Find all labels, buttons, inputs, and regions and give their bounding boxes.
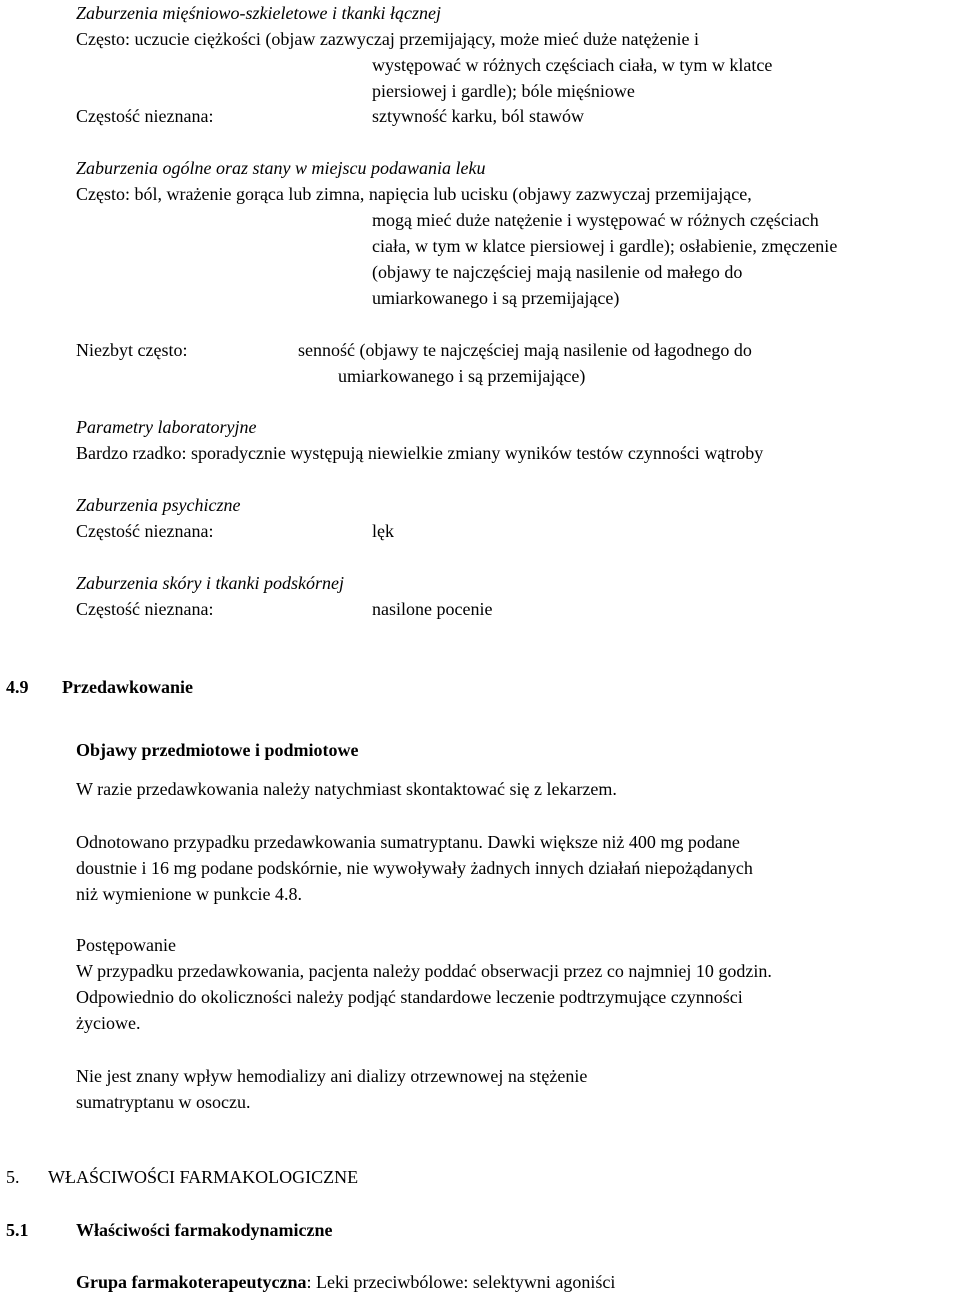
section-number: 5. <box>6 1167 20 1187</box>
paragraph-line: Odpowiednio do okoliczności należy podjąć standardowe leczenie podtrzymujące czynności <box>76 987 743 1007</box>
often-line: Często: ból, wrażenie gorąca lub zimna, napięcia lub ucisku (objawy zazwyczaj przemijające, <box>76 184 752 204</box>
frequency-label: Częstość nieznana: <box>76 599 214 619</box>
often-line: Często: uczucie ciężkości (objaw zazwyczaj przemijający, może mieć duże natężenie i <box>76 29 699 49</box>
paragraph-line: Nie jest znany wpływ hemodializy ani dializy otrzewnowej na stężenie <box>76 1066 588 1086</box>
group-label: Grupa farmakoterapeutyczna <box>76 1272 307 1292</box>
paragraph-line: doustnie i 16 mg podane podskórnie, nie wywoływały żadnych innych działań niepożądanych <box>76 858 753 878</box>
often-line: piersiowej i gardle); bóle mięśniowe <box>372 81 635 101</box>
paragraph-line: sumatryptanu w osoczu. <box>76 1092 251 1112</box>
section-heading-musculoskeletal: Zaburzenia mięśniowo-szkieletowe i tkanki łącznej <box>76 3 441 23</box>
uncommon-line: senność (objawy te najczęściej mają nasilenie od łagodnego do <box>298 340 752 360</box>
section-title: Właściwości farmakodynamiczne <box>76 1220 333 1240</box>
section-heading-skin: Zaburzenia skóry i tkanki podskórnej <box>76 573 344 593</box>
section-heading-psychiatric: Zaburzenia psychiczne <box>76 495 241 515</box>
paragraph-line: życiowe. <box>76 1013 141 1033</box>
frequency-label: Częstość nieznana: <box>76 521 214 541</box>
paragraph: W razie przedawkowania należy natychmiast skontaktować się z lekarzem. <box>76 779 617 799</box>
subsection-heading: Postępowanie <box>76 935 176 955</box>
often-line: występować w różnych częściach ciała, w tym w klatce <box>372 55 773 75</box>
subsection-heading: Objawy przedmiotowe i podmiotowe <box>76 740 359 760</box>
uncommon-line: umiarkowanego i są przemijające) <box>338 366 586 386</box>
section-title: Przedawkowanie <box>62 677 193 697</box>
section-number: 4.9 <box>6 677 29 697</box>
paragraph-line: niż wymienione w punkcie 4.8. <box>76 884 302 904</box>
often-line: umiarkowanego i są przemijające) <box>372 288 620 308</box>
section-number: 5.1 <box>6 1220 29 1240</box>
frequency-value: lęk <box>372 521 394 541</box>
frequency-value: nasilone pocenie <box>372 599 493 619</box>
frequency-value: sztywność karku, ból stawów <box>372 106 584 126</box>
section-title: WŁAŚCIWOŚCI FARMAKOLOGICZNE <box>48 1167 359 1187</box>
paragraph-line: Odnotowano przypadku przedawkowania sumatryptanu. Dawki większe niż 400 mg podane <box>76 832 740 852</box>
group-line <box>76 1269 615 1295</box>
often-line: (objawy te najczęściej mają nasilenie od małego do <box>372 262 743 282</box>
often-line: mogą mieć duże natężenie i występować w różnych częściach <box>372 210 819 230</box>
section-heading-general: Zaburzenia ogólne oraz stany w miejscu podawania leku <box>76 158 486 178</box>
frequency-label: Niezbyt często: <box>76 340 188 360</box>
frequency-label: Częstość nieznana: <box>76 106 214 126</box>
paragraph-line: W przypadku przedawkowania, pacjenta należy poddać obserwacji przez co najmniej 10 godzin. <box>76 961 772 981</box>
group-value: : Leki przeciwbólowe: selektywni agoniści <box>306 1272 616 1292</box>
often-line: ciała, w tym w klatce piersiowej i gardle); osłabienie, zmęczenie <box>372 236 838 256</box>
section-heading-lab: Parametry laboratoryjne <box>76 417 257 437</box>
lab-line: Bardzo rzadko: sporadycznie występują niewielkie zmiany wyników testów czynności wątroby <box>76 443 764 463</box>
